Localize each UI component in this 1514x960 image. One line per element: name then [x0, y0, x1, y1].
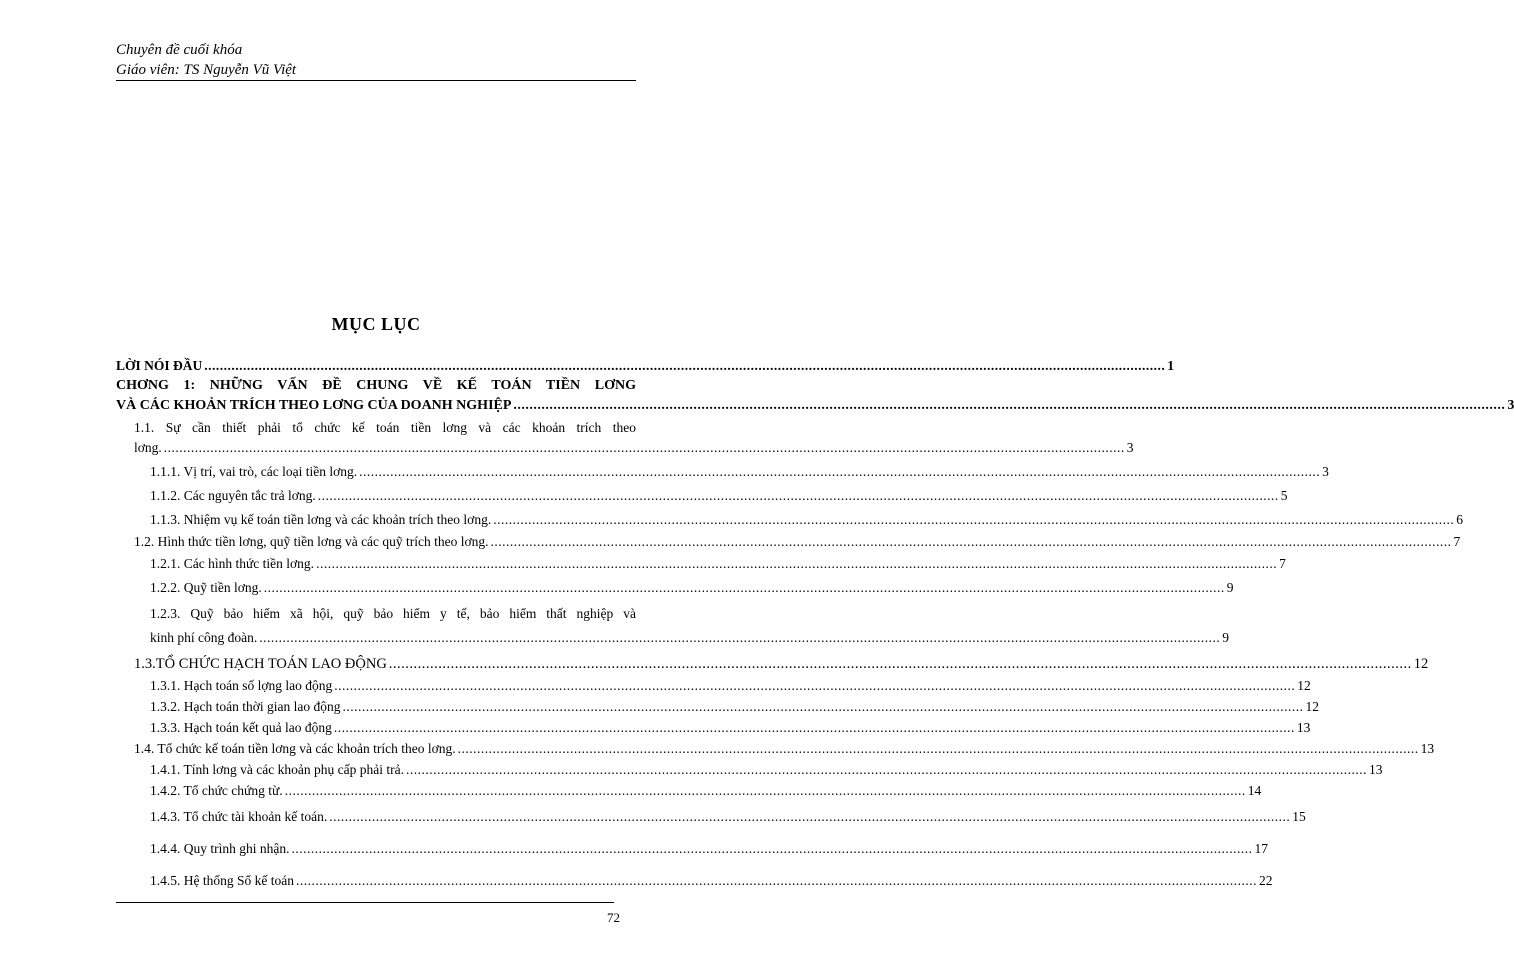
toc-entry-1-2-2[interactable] [116, 580, 1234, 606]
toc-leader-dots [342, 699, 1303, 715]
toc-entry-page: 3 [1322, 464, 1329, 479]
toc-leader-dots [359, 464, 1320, 480]
toc-entry-1-3[interactable] [116, 656, 1429, 678]
toc-entry-page: 15 [1292, 809, 1306, 824]
toc-entry-1-1[interactable] [116, 420, 1134, 464]
toc-entry-page: 9 [1226, 580, 1234, 595]
toc-entry-intro[interactable] [116, 358, 1175, 378]
header-teacher-line: Giáo viên: TS Nguyễn Vũ Việt [116, 62, 297, 78]
toc-leader-dots [334, 720, 1295, 736]
toc-entry-text: 1.3.2. Hạch toán thời gian lao động [150, 699, 341, 714]
toc-entry-1-1-3[interactable] [116, 512, 1463, 534]
toc-entry-text: LỜI NÓI ĐẦU [116, 358, 203, 373]
toc-entry-1-1-2[interactable] [116, 488, 1288, 512]
toc-entry-1-4-5[interactable] [116, 869, 1273, 899]
toc-entry-page: 12 [1413, 656, 1429, 672]
toc-entry-page: 14 [1247, 783, 1262, 798]
toc-entry-page: 12 [1305, 699, 1319, 714]
toc-entry-page: 7 [1279, 556, 1286, 571]
toc-title: MỤC LỤC [331, 314, 421, 334]
toc-leader-dots [491, 534, 1452, 550]
toc-entry-1-3-1[interactable] [116, 678, 1311, 699]
toc-entry-text: 1.3.TỔ CHỨC HẠCH TOÁN LAO ĐỘNG [134, 656, 387, 672]
toc-leader-dots [329, 809, 1290, 825]
table-of-contents [116, 358, 1514, 899]
page-number: 72 [607, 910, 620, 925]
toc-entry-text: 1.4.4. Quy trình ghi nhận. [150, 841, 290, 856]
toc-entry-text: 1.1.3. Nhiệm vụ kế toán tiền lơng và các khoản trích theo lơng. [150, 512, 492, 527]
header-course-line: Chuyên đề cuối khóa [116, 42, 243, 58]
toc-leader-dots [164, 440, 1125, 456]
toc-entry-page: 13 [1296, 720, 1311, 735]
toc-chapter-line-2 [116, 398, 1514, 420]
toc-entry-page: 3 [1507, 398, 1514, 413]
toc-entry-text: 1.2. Hình thức tiền lơng, quỹ tiền lơng và các quỹ trích theo lơng. [134, 534, 489, 549]
toc-leader-dots [296, 873, 1257, 889]
toc-leader-dots [285, 783, 1246, 799]
toc-entry-text: 1.3.3. Hạch toán kết quả lao động [150, 720, 332, 735]
toc-entry-1-2-1[interactable] [116, 556, 1286, 580]
toc-leader-dots [334, 678, 1295, 694]
toc-chapter-line-1: CHƠNG 1: NHỮNG VẤN ĐỀ CHUNG VỀ KẾ TOÁN TIỀN LƠNG [116, 378, 636, 393]
toc-entry-1-4-4[interactable] [116, 837, 1268, 869]
toc-entry-1-1-1[interactable] [116, 464, 1329, 488]
toc-entry-page: 1 [1167, 358, 1175, 373]
toc-entry-text: 1.3.1. Hạch toán số lợng lao động [150, 678, 333, 693]
toc-leader-dots [458, 741, 1419, 757]
toc-entry-page: 6 [1456, 512, 1463, 527]
toc-leader-dots [493, 512, 1454, 528]
toc-entry-line-2 [134, 440, 1134, 464]
toc-entry-line-1: 1.2.3. Quỹ bảo hiểm xã hội, quỹ bảo hiểm y tế, bảo hiểm thất nghiệp và [150, 606, 636, 621]
toc-entry-1-2-3[interactable] [116, 606, 1229, 656]
toc-entry-chapter-1[interactable] [116, 378, 1514, 420]
toc-entry-1-4-1[interactable] [116, 762, 1383, 783]
toc-leader-dots [389, 656, 1412, 673]
toc-entry-page: 5 [1280, 488, 1288, 503]
toc-entry-page: 12 [1297, 678, 1311, 693]
toc-entry-text: 1.4.3. Tổ chức tài khoản kế toán. [150, 809, 328, 824]
toc-entry-text: 1.4.5. Hệ thống Sổ kế toán [150, 873, 294, 888]
toc-entry-text: lơng. [134, 440, 162, 455]
toc-entry-page: 7 [1453, 534, 1461, 549]
toc-entry-text: kinh phí công đoàn. [150, 630, 258, 645]
toc-entry-1-4-2[interactable] [116, 783, 1262, 805]
toc-entry-page: 3 [1126, 440, 1134, 455]
toc-entry-text: VÀ CÁC KHOẢN TRÍCH THEO LƠNG CỦA DOANH NGHIỆP [116, 398, 512, 413]
toc-entry-page: 17 [1254, 841, 1268, 856]
toc-entry-1-2[interactable] [116, 534, 1461, 556]
toc-entry-line-1: 1.1. Sự cần thiết phải tổ chức kế toán tiền lơng và các khoản trích theo [134, 420, 636, 435]
toc-entry-text: 1.4. Tổ chức kế toán tiền lơng và các khoản trích theo lơng. [134, 741, 456, 756]
toc-entry-1-4[interactable] [116, 741, 1435, 762]
toc-entry-1-3-2[interactable] [116, 699, 1319, 720]
toc-entry-text: 1.2.2. Quỹ tiền lơng. [150, 580, 262, 595]
toc-leader-dots [264, 580, 1225, 596]
toc-entry-line-2 [150, 630, 1229, 656]
toc-leader-dots [316, 556, 1277, 572]
toc-entry-page: 9 [1222, 630, 1229, 645]
toc-leader-dots [513, 398, 1505, 414]
footer-divider [116, 902, 614, 903]
toc-leader-dots [204, 358, 1165, 374]
toc-leader-dots [259, 630, 1220, 646]
header-divider [116, 80, 636, 81]
toc-leader-dots [292, 841, 1253, 857]
toc-entry-text: 1.4.1. Tính lơng và các khoản phụ cấp phải trả. [150, 762, 404, 777]
toc-leader-dots [406, 762, 1367, 778]
toc-entry-1-4-3[interactable] [116, 805, 1306, 837]
toc-entry-text: 1.1.1. Vị trí, vai trò, các loại tiền lơng. [150, 464, 358, 479]
toc-entry-page: 13 [1368, 762, 1383, 777]
toc-entry-page: 13 [1420, 741, 1435, 756]
toc-entry-text: 1.4.2. Tổ chức chứng từ. [150, 783, 283, 798]
toc-entry-1-3-3[interactable] [116, 720, 1311, 741]
document-header [116, 40, 636, 80]
toc-entry-text: 1.2.1. Các hình thức tiền lơng. [150, 556, 315, 571]
toc-leader-dots [318, 488, 1279, 504]
toc-entry-text: 1.1.2. Các nguyên tắc trả lơng. [150, 488, 316, 503]
toc-entry-page: 22 [1259, 873, 1273, 888]
